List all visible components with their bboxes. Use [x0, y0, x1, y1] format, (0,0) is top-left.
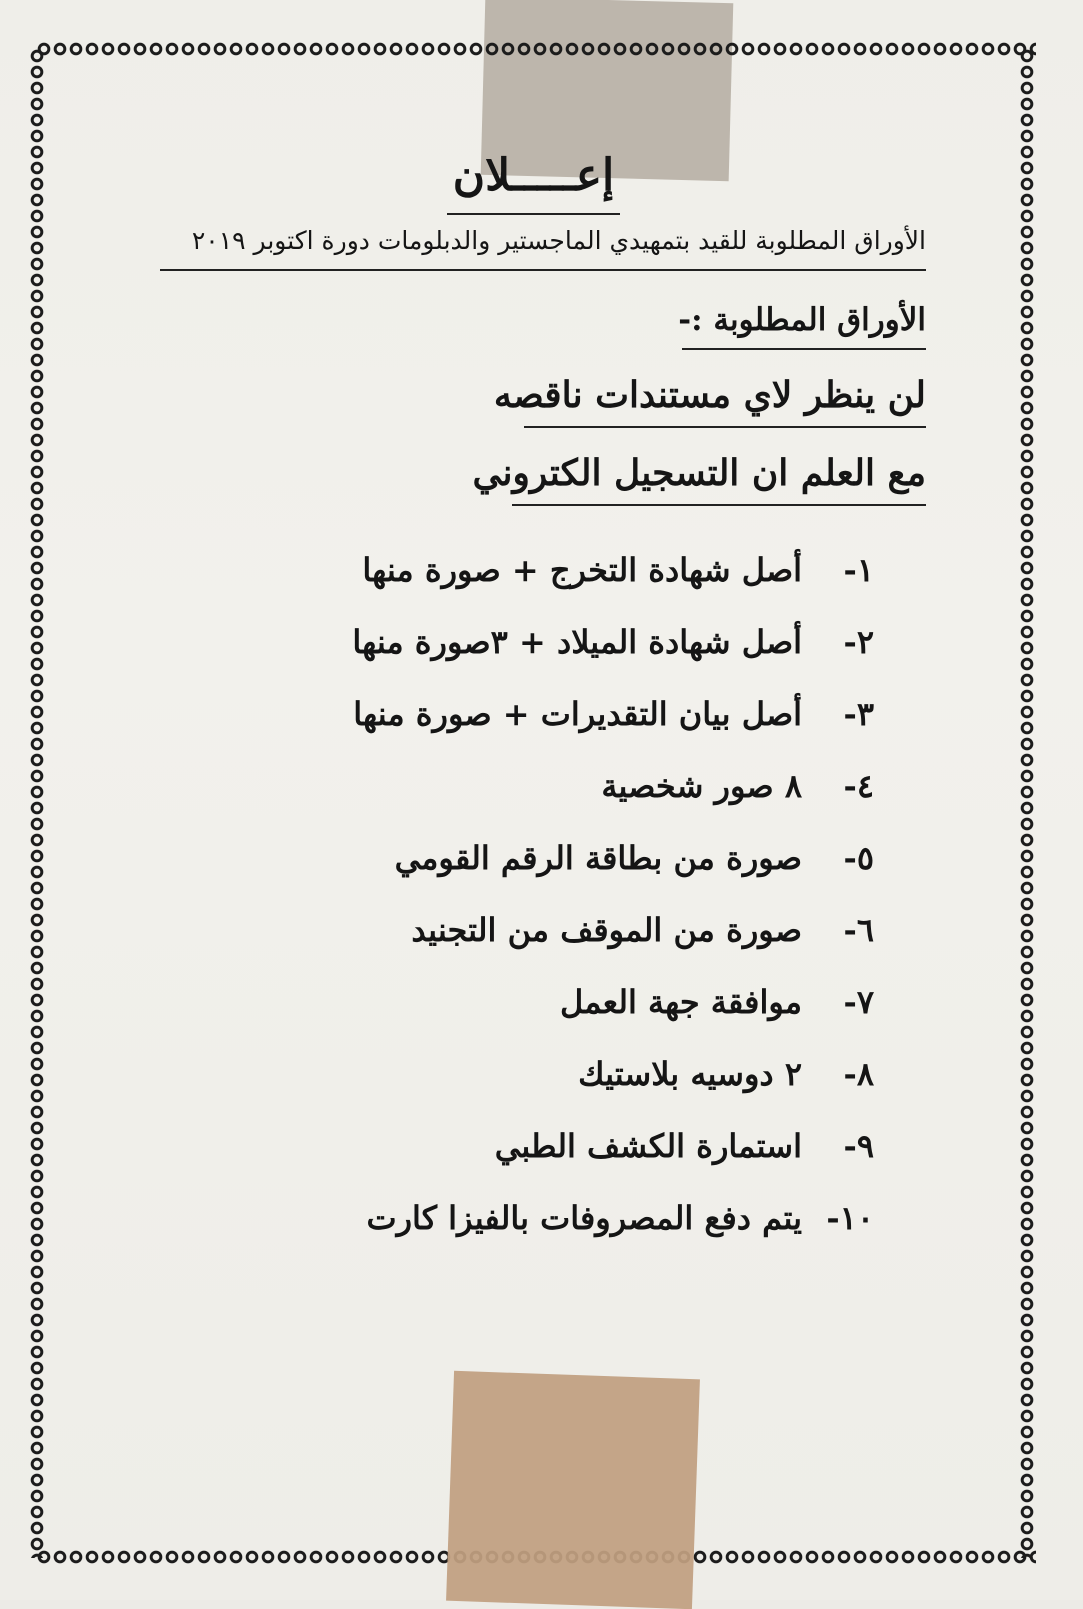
item-text: صورة من بطاقة الرقم القومي	[394, 839, 802, 877]
decorative-border-right	[1018, 48, 1036, 1558]
list-item	[174, 1110, 874, 1182]
tape-strip-bottom	[446, 1371, 700, 1609]
item-number: ٤-	[843, 767, 874, 805]
list-item	[174, 1038, 874, 1110]
item-text: ٢ دوسيه بلاستيك	[578, 1055, 802, 1093]
item-number: ٢-	[843, 623, 874, 661]
item-number: ٥-	[843, 839, 874, 877]
list-item	[174, 606, 874, 678]
item-text: صورة من الموقف من التجنيد	[411, 911, 802, 949]
item-number: ١-	[843, 551, 874, 589]
item-number: ٩-	[843, 1127, 874, 1165]
item-text: موافقة جهة العمل	[560, 983, 802, 1021]
announcement-subtitle: الأوراق المطلوبة للقيد بتمهيدي الماجستير والدبلومات دورة اكتوبر ٢٠١٩	[160, 226, 926, 271]
item-text: أصل شهادة التخرج + صورة منها	[362, 551, 802, 589]
item-text: يتم دفع المصروفات بالفيزا كارت	[366, 1199, 802, 1237]
decorative-border-left	[28, 48, 46, 1558]
item-number: ١٠-	[826, 1199, 874, 1237]
item-number: ٧-	[843, 983, 874, 1021]
item-number: ٣-	[843, 695, 874, 733]
item-text: استمارة الكشف الطبي	[494, 1127, 802, 1165]
item-text: ٨ صور شخصية	[601, 767, 802, 805]
decorative-border-top	[36, 40, 1036, 58]
announcement-title: إعـــــلان	[447, 150, 621, 215]
online-registration-notice: مع العلم ان التسجيل الكتروني	[512, 452, 926, 506]
list-item	[174, 1182, 874, 1254]
incomplete-documents-notice: لن ينظر لاي مستندات ناقصه	[524, 374, 926, 428]
announcement-document	[140, 150, 926, 1530]
list-item	[174, 534, 874, 606]
list-item	[174, 750, 874, 822]
title-block	[411, 150, 656, 215]
item-number: ٦-	[843, 911, 874, 949]
required-papers-heading: الأوراق المطلوبة :-	[682, 302, 926, 350]
list-item	[174, 966, 874, 1038]
required-items-list	[174, 534, 874, 1254]
list-item	[174, 822, 874, 894]
item-text: أصل بيان التقديرات + صورة منها	[353, 695, 802, 733]
list-item	[174, 894, 874, 966]
list-item	[174, 678, 874, 750]
item-text: أصل شهادة الميلاد + ٣صورة منها	[352, 623, 802, 661]
item-number: ٨-	[843, 1055, 874, 1093]
